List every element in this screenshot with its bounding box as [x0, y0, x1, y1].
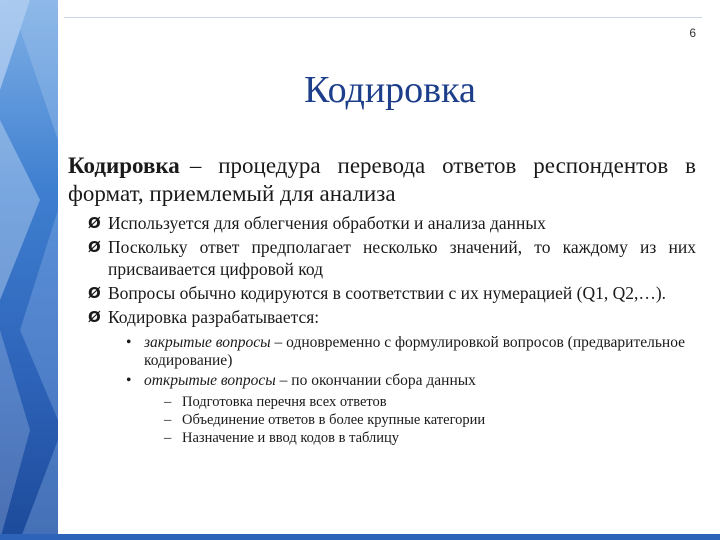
arrow-bullet-icon: Ø: [88, 238, 101, 256]
sub-sub-bullet-text: Назначение и ввод кодов в таблицу: [182, 430, 400, 446]
list-item: [88, 306, 696, 447]
arrow-bullet-icon: Ø: [88, 284, 101, 302]
dot-bullet-icon: •: [126, 334, 132, 351]
bottom-accent-bar: [0, 534, 720, 540]
dash-bullet-icon: –: [164, 430, 172, 446]
sub-list-item: [126, 334, 696, 370]
sub-bullet-text: – одновременно с формулировкой вопросов (предварительное кодирование): [144, 334, 686, 369]
list-item: [88, 282, 696, 304]
list-item: [88, 236, 696, 280]
bullet-text: Поскольку ответ предполагает несколько значений, то каждому из них присваивается цифровой код: [108, 237, 696, 279]
header-divider: [64, 17, 702, 18]
definition-term: Кодировка: [68, 153, 180, 178]
sub-bullet-italic: открытые вопросы: [144, 372, 276, 389]
slide-content: [68, 152, 696, 449]
sub-sub-bullet-text: Объединение ответов в более крупные категории: [182, 412, 486, 428]
sub-bullet-text: – по окончании сбора данных: [275, 372, 476, 389]
bullet-text: Кодировка разрабатывается:: [108, 307, 320, 327]
dot-bullet-icon: •: [126, 372, 132, 389]
sub-sub-bullet-list: [144, 394, 696, 447]
dash-bullet-icon: –: [164, 394, 172, 410]
dash-bullet-icon: –: [164, 412, 172, 428]
sub-bullet-list: [108, 334, 696, 447]
arrow-bullet-icon: Ø: [88, 308, 101, 326]
bullet-text: Используется для облегчения обработки и анализа данных: [108, 213, 546, 233]
list-item: [88, 212, 696, 234]
slide-title: Кодировка: [304, 69, 476, 111]
sub-sub-list-item: [164, 430, 696, 447]
page-number: 6: [689, 26, 696, 40]
definition-text: – процедура перевода ответов респондентов в формат, приемлемый для анализа: [68, 153, 696, 206]
sub-sub-list-item: [164, 412, 696, 429]
sub-sub-bullet-text: Подготовка перечня всех ответов: [182, 394, 387, 410]
sub-sub-list-item: [164, 394, 696, 411]
sub-bullet-italic: закрытые вопросы: [144, 334, 271, 351]
bullet-list: [68, 212, 696, 447]
arrow-bullet-icon: Ø: [88, 214, 101, 232]
definition-paragraph: [68, 152, 696, 208]
sub-list-item: [126, 372, 696, 447]
bullet-text: Вопросы обычно кодируются в соответствии с их нумерацией (Q1, Q2,…).: [108, 283, 667, 303]
